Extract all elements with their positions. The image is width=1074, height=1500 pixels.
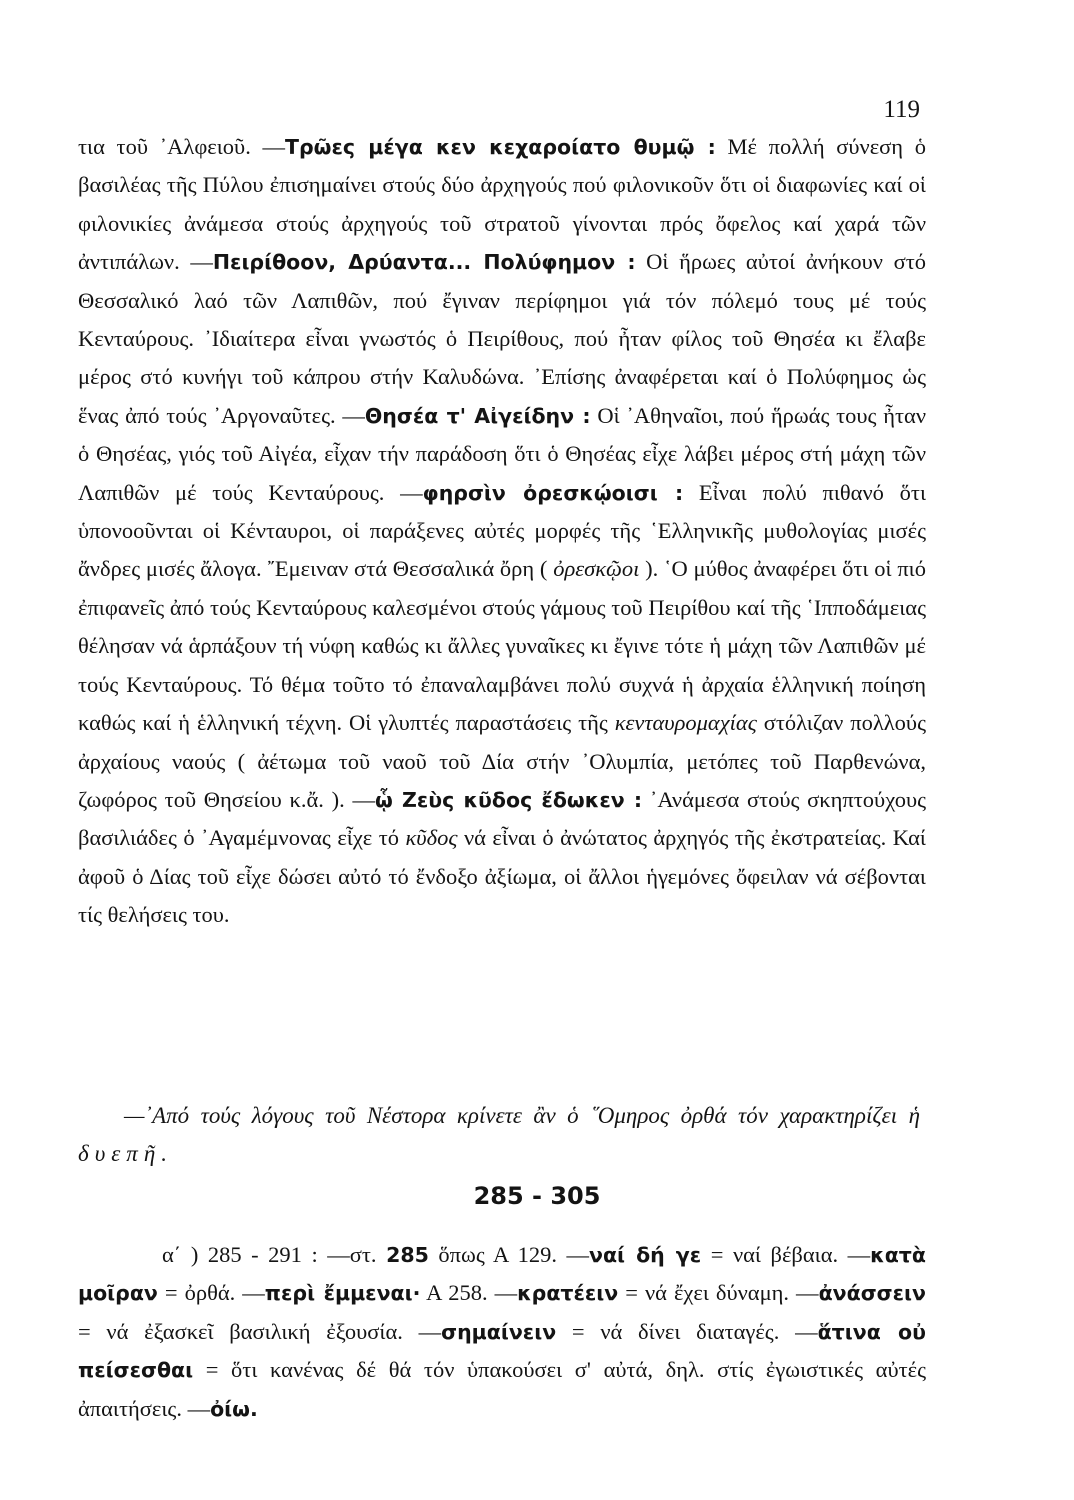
text-run: νά εἶναι ὁ ἀνώτατος ἀρχηγός τῆς ἐκστρατείας. Καί ἀφοῦ ὁ Δίας τοῦ εἶχε δώσει αὐτό τό ἔνδοξο ἀξίωμα, οἱ ἄλλοι ἡγεμόνες ὄφειλαν νά σέβονται τίς θελήσεις του. [78,825,926,928]
text-run: Α 258. — [420,1280,518,1306]
text-run: Οἱ ᾿Αθηναῖοι, πού ἥρωάς τους ἦταν ὁ Θησέας, γιός τοῦ Αἰγέα, εἶχαν τήν παράδοση ὅτι ὁ Θησέας εἶχε λάβει μέρος στή μάχη τῶν Λαπιθῶν μέ τούς Κενταύρους. — [78,402,926,505]
lemma: σημαίνειν [441,1319,557,1344]
lemma: περὶ ἔμμεναι· [264,1281,421,1306]
text-run: Μέ πολλή σύνεση ὁ βασιλέας τῆς Πύλου ἐπισημαίνει στούς δύο ἀρχηγούς πού φιλονικοῦν ὅτι οἱ διαφωνίες καί οἱ φιλονικίες ἀνάμεσα στούς ἀρχηγούς τοῦ στρατοῦ γίνονται πρός ὄφελος καί χαρά τῶν ἀντιπάλων. — [78,134,926,275]
text-run: = νά ἔχει δύναμη. — [618,1280,819,1306]
text-run: = νά δίνει διαταγές. — [556,1318,818,1344]
lemma: κατὰ μοῖραν [78,1243,926,1306]
text-run: ᾿Ανάμεσα στούς σκηπτούχους βασιλιάδες ὁ ᾿Αγαμέμνονας εἶχε τό [78,786,926,851]
lemma: ναί δή γε [589,1243,702,1267]
spaced-word: ἡ δυεπῆ. [78,1103,926,1166]
text-run: ). ῾Ο μύθος ἀναφέρει ὅτι οἱ πιό ἐπιφανεῖς ἀπό τούς Κενταύρους καλεσμένοι στούς γάμους τοῦ Πειρίθου καί τῆς ῾Ιπποδάμειας θέλησαν νά ἁρπάξουν τή νύφη καθώς κι ἄλλες γυναῖκες κι ἔγινε τότε ἡ μάχη τῶν Λαπιθῶν μέ τούς Κενταύρους. Τό θέμα τοῦτο τό ἐπαναλαμβάνει πολύ συχνά ἡ ἀρχαία ἑλληνική ποίηση καθώς καί ἡ ἑλληνική τέχνη. Οἱ γλυπτές παραστάσεις τῆς [78,556,926,736]
italic-term: ὀρεσκῷοι [553,556,640,582]
text-run: Οἱ ἥρωες αὐτοί ἀνήκουν στό Θεσσαλικό λαό τῶν Λαπιθῶν, πού ἔγιναν περίφημοι γιά τόν πόλεμό τους μέ τούς Κενταύρους. ᾿Ιδιαίτερα εἶναι γνωστός ὁ Πειρίθους, πού ἦταν φίλος τοῦ Θησέα κι ἔλαβε μέρος στό κυνήγι τοῦ κάπρου στήν Καλυδώνα. ᾿Επίσης ἀναφέρεται καί ὁ Πολύφημος ὡς ἕνας ἀπό τούς ᾿Αργοναῦτες. — [78,249,927,428]
lemma: ἅτινα οὐ πείσεσθαι [78,1319,926,1383]
page-number: 119 [883,96,920,123]
text-run: Εἶναι πολύ πιθανό ὅτι ὑπονοοῦνται οἱ Κένταυροι, οἱ παράξενες αὐτές μορφές τῆς ῾Ελληνικῆς μυθολογίας μισές ἄνδρες μισές ἄλογα. ῎Εμειναν στά Θεσσαλικά ὄρη ( [78,479,926,582]
text-run: στόλιζαν πολλούς ἀρχαίους ναούς ( ἀέτωμα τοῦ ναοῦ τοῦ Δία στήν ᾿Ολυμπία, μετόπες τοῦ Παρθενώνα, ζωφόρος τοῦ Θησείου κ.ἄ. ). — [78,710,926,812]
text-run: α΄ ) 285 - 291 : —στ. [162,1242,387,1267]
italic-term: κῦδος [405,825,458,851]
question-text: —᾿Από τούς λόγους τοῦ Νέστορα κρίνετε ἂν ὁ ῞Ομηρος ὀρθά τόν χαρακτηρίζει [124,1103,909,1128]
lemma: ἀνάσσειν [818,1281,926,1306]
lemma: κρατέειν [517,1281,619,1306]
lemma: Θησέα τ' Αἰγείδην : [364,403,591,428]
commentary-text [78,128,926,935]
text-run: ὅπως Α 129. — [428,1242,589,1267]
commentary-paragraph [78,128,926,935]
text-run: = ναί βέβαια. — [701,1242,871,1267]
verse-commentary [78,1236,926,1428]
lemma: φηρσὶν ὀρεσκῴοισι : [422,480,684,505]
italic-term: κενταυρομαχίας [614,710,757,736]
lemma: Τρῶες μέγα κεν κεχαροίατο θυμῷ : [285,135,716,159]
lemma: ὀίω. [210,1396,258,1421]
text-run: = ὅτι κανένας δέ θά τόν ὑπακούσει σ' αὐτά, δηλ. στίς ἐγωιστικές αὐτές ἀπαιτήσεις. — [78,1357,926,1421]
lemma: ᾧ Ζεὺς κῦδος ἔδωκεν : [374,787,643,812]
section-heading: 285 - 305 [473,1182,601,1210]
study-question [78,1097,926,1173]
text-run: τια τοῦ ᾿Αλφειοῦ. — [78,134,286,159]
verse-number: 285 [386,1243,429,1267]
lemma: Πειρίθοον, Δρύαντα... Πολύφημον : [212,250,636,275]
text-run: = νά ἐξασκεῖ βασιλική ἐξουσία. — [78,1318,442,1344]
text-run: = ὀρθά. — [157,1280,265,1306]
